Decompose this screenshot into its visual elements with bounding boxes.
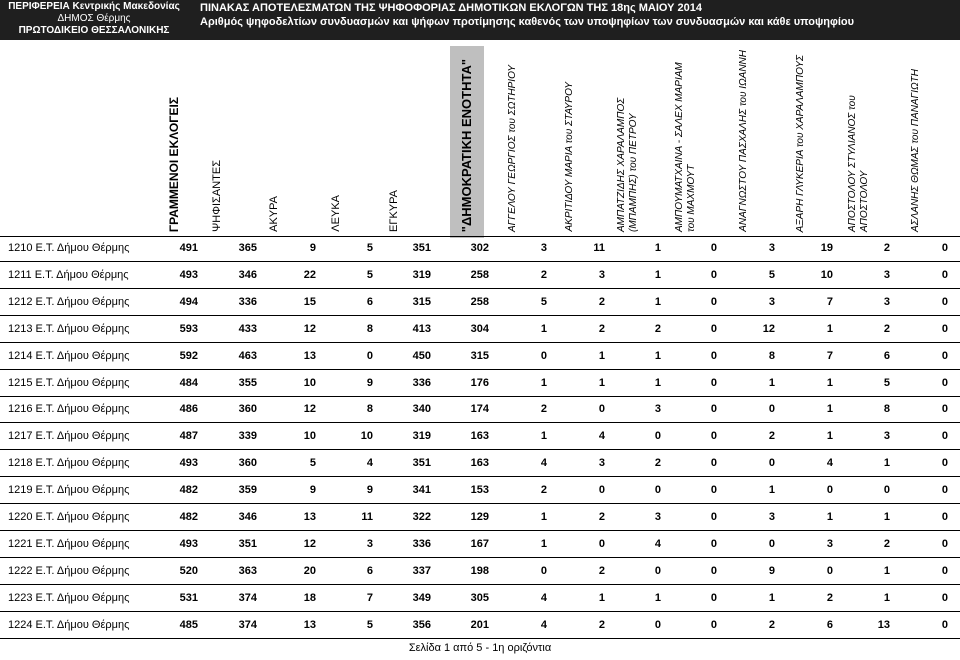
table-cell: 11 <box>593 242 605 254</box>
table-cell: 486 <box>179 403 198 416</box>
table-cell: 2 <box>883 322 890 335</box>
table-cell: 7 <box>826 295 833 308</box>
court-label: ΠΡΩΤΟΔΙΚΕΙΟ ΘΕΣΣΑΛΟΝΙΚΗΣ <box>18 25 170 36</box>
table-cell: 0 <box>710 511 717 523</box>
table-cell: 374 <box>238 618 257 631</box>
table-cell: 2 <box>540 484 547 497</box>
column-header <box>604 46 652 238</box>
table-cell: 1 <box>768 376 775 389</box>
table-cell: 2 <box>654 457 661 470</box>
table-cell: 351 <box>238 537 257 550</box>
row-divider <box>0 530 960 531</box>
table-cell: 0 <box>710 376 717 389</box>
table-cell: 360 <box>238 457 257 470</box>
table-cell: 198 <box>470 564 489 577</box>
table-cell: 0 <box>710 484 717 497</box>
table-cell: 341 <box>412 484 431 497</box>
polling-station-name: 1220 Ε.Τ. Δήμου Θέρμης <box>8 511 130 523</box>
table-cell: 258 <box>470 268 489 281</box>
table-cell: 305 <box>470 591 489 604</box>
table-cell: 2 <box>654 322 661 335</box>
table-cell: 336 <box>412 376 431 389</box>
table-cell: 0 <box>654 484 661 497</box>
report-subtitle: Αριθμός ψηφοδελτίων συνδυασμών και ψήφων προτίμησης καθενός των υποψηφίων των συνδυασμών και κάθε υποψηφίου <box>200 16 855 28</box>
column-header-label: "ΔΗΜΟΚΡΑΤΙΚΗ ΕΝΟΤΗΤΑ" <box>459 58 474 232</box>
table-row <box>0 377 960 391</box>
table-cell: 3 <box>366 537 373 550</box>
table-cell: 365 <box>238 242 257 254</box>
table-cell: 1 <box>598 591 605 604</box>
column-header-label: ΑΞΑΡΗ ΓΛΥΚΕΡΙΑ του ΧΑΡΑΛΑΜΠΟΥΣ <box>795 54 806 232</box>
table-cell: 8 <box>366 322 373 335</box>
table-cell: 2 <box>883 537 890 550</box>
row-divider <box>0 422 960 423</box>
issuer-block <box>8 0 180 37</box>
table-cell: 319 <box>412 268 431 281</box>
table-cell: 360 <box>238 403 257 416</box>
table-cell: 0 <box>941 322 948 335</box>
column-header <box>254 46 294 238</box>
table-cell: 0 <box>598 537 605 550</box>
table-cell: 349 <box>412 591 431 604</box>
column-header-label: ΛΕΥΚΑ <box>330 195 342 232</box>
table-row <box>0 242 960 256</box>
column-header <box>546 46 594 238</box>
polling-station-name: 1210 Ε.Τ. Δήμου Θέρμης <box>8 242 130 254</box>
table-cell: 7 <box>826 349 833 362</box>
table-cell: 493 <box>179 457 198 470</box>
table-cell: 22 <box>303 268 316 281</box>
column-header <box>450 46 484 238</box>
table-cell: 5 <box>540 295 547 308</box>
table-cell: 6 <box>826 618 833 631</box>
column-header <box>892 46 940 238</box>
table-cell: 3 <box>883 295 890 308</box>
report-header <box>0 0 960 40</box>
table-cell: 3 <box>768 295 775 308</box>
page-indicator: Σελίδα 1 από 5 - 1η οριζόντια <box>408 642 552 654</box>
table-cell: 3 <box>540 242 547 254</box>
table-cell: 359 <box>238 484 257 497</box>
table-cell: 0 <box>654 430 661 443</box>
table-cell: 0 <box>598 484 605 497</box>
table-cell: 593 <box>179 322 198 335</box>
table-cell: 0 <box>941 537 948 550</box>
table-cell: 0 <box>710 618 717 631</box>
table-cell: 2 <box>540 268 547 281</box>
table-cell: 0 <box>941 457 948 470</box>
row-divider <box>0 584 960 585</box>
table-cell: 0 <box>710 457 717 470</box>
column-header <box>720 46 768 238</box>
row-divider <box>0 236 960 237</box>
table-row <box>0 403 960 417</box>
column-header-label: ΑΣΛΑΝΗΣ ΘΩΜΑΣ του ΠΑΝΑΓΙΩΤΗ <box>910 68 921 232</box>
table-cell: 5 <box>366 268 373 281</box>
table-cell: 1 <box>768 591 775 604</box>
table-cell: 12 <box>303 537 316 550</box>
table-cell: 2 <box>768 618 775 631</box>
table-cell: 1 <box>826 511 833 523</box>
column-header-label: ΕΓΚΥΡΑ <box>388 190 400 232</box>
table-cell: 0 <box>540 349 547 362</box>
table-cell: 4 <box>826 457 833 470</box>
table-cell: 2 <box>883 242 890 254</box>
table-cell: 2 <box>768 430 775 443</box>
column-header-label: ΑΓΓΕΛΟΥ ΓΕΩΡΓΙΟΣ του ΣΩΤΗΡΙΟΥ <box>507 65 518 232</box>
table-cell: 0 <box>941 564 948 577</box>
row-divider <box>0 396 960 397</box>
table-cell: 0 <box>941 349 948 362</box>
column-header <box>197 46 237 238</box>
table-cell: 1 <box>654 268 661 281</box>
table-cell: 3 <box>654 511 661 523</box>
table-cell: 413 <box>412 322 431 335</box>
table-cell: 0 <box>710 295 717 308</box>
table-cell: 20 <box>303 564 316 577</box>
table-cell: 592 <box>179 349 198 362</box>
region-label: ΠΕΡΙΦΕΡΕΙΑ Κεντρικής Μακεδονίας <box>8 1 180 12</box>
table-row <box>0 565 960 579</box>
table-cell: 1 <box>654 242 661 254</box>
row-divider <box>0 557 960 558</box>
table-cell: 531 <box>179 591 198 604</box>
table-cell: 1 <box>883 564 890 577</box>
table-cell: 0 <box>941 618 948 631</box>
table-cell: 201 <box>470 618 489 631</box>
polling-station-name: 1216 Ε.Τ. Δήμου Θέρμης <box>8 403 130 416</box>
table-cell: 0 <box>941 242 948 254</box>
table-cell: 356 <box>412 618 431 631</box>
table-cell: 0 <box>883 484 890 497</box>
table-cell: 1 <box>598 349 605 362</box>
table-row <box>0 619 960 633</box>
table-cell: 0 <box>710 322 717 335</box>
table-cell: 315 <box>470 349 489 362</box>
column-header <box>374 46 414 238</box>
table-cell: 9 <box>309 242 316 254</box>
table-cell: 3 <box>883 268 890 281</box>
table-cell: 0 <box>941 430 948 443</box>
table-cell: 176 <box>470 376 489 389</box>
table-row <box>0 484 960 498</box>
table-cell: 167 <box>470 537 489 550</box>
table-cell: 8 <box>768 349 775 362</box>
table-cell: 8 <box>883 403 890 416</box>
column-header-label: ΑΜΠΟΥΜΑΤΧΑΙΝΑ - ΣΑΛΕΧ ΜΑΡΙΑΜ του ΜΑΧΜΟΥΤ <box>674 62 697 232</box>
polling-station-name: 1223 Ε.Τ. Δήμου Θέρμης <box>8 591 130 604</box>
table-cell: 491 <box>179 242 198 254</box>
column-header-label: ΓΡΑΜΜΕΝΟΙ ΕΚΛΟΓΕΙΣ <box>167 96 181 232</box>
table-cell: 3 <box>768 242 775 254</box>
table-cell: 4 <box>540 457 547 470</box>
table-cell: 5 <box>366 242 373 254</box>
table-cell: 0 <box>710 242 717 254</box>
table-cell: 487 <box>179 430 198 443</box>
table-row <box>0 592 960 606</box>
row-divider <box>0 315 960 316</box>
table-cell: 10 <box>360 430 373 443</box>
table-cell: 10 <box>303 430 316 443</box>
table-cell: 3 <box>768 511 775 523</box>
table-cell: 0 <box>941 403 948 416</box>
table-cell: 336 <box>412 537 431 550</box>
table-cell: 2 <box>826 591 833 604</box>
table-row <box>0 457 960 471</box>
table-cell: 493 <box>179 268 198 281</box>
row-divider <box>0 261 960 262</box>
polling-station-name: 1213 Ε.Τ. Δήμου Θέρμης <box>8 322 130 335</box>
table-cell: 1 <box>826 322 833 335</box>
table-cell: 322 <box>412 511 431 523</box>
table-row <box>0 269 960 283</box>
table-cell: 0 <box>710 564 717 577</box>
table-row <box>0 296 960 310</box>
table-cell: 1 <box>768 484 775 497</box>
column-header <box>154 46 194 238</box>
table-cell: 3 <box>598 268 605 281</box>
table-cell: 5 <box>883 376 890 389</box>
table-cell: 9 <box>768 564 775 577</box>
row-divider <box>0 503 960 504</box>
table-cell: 4 <box>540 618 547 631</box>
table-cell: 13 <box>303 511 316 523</box>
table-cell: 0 <box>941 591 948 604</box>
table-cell: 340 <box>412 403 431 416</box>
table-cell: 0 <box>941 376 948 389</box>
table-cell: 0 <box>941 484 948 497</box>
table-cell: 0 <box>710 349 717 362</box>
column-header <box>662 46 710 238</box>
table-cell: 5 <box>366 618 373 631</box>
table-cell: 1 <box>883 457 890 470</box>
table-cell: 0 <box>710 591 717 604</box>
table-cell: 9 <box>366 376 373 389</box>
table-cell: 1 <box>826 376 833 389</box>
table-cell: 13 <box>303 618 316 631</box>
table-cell: 0 <box>826 484 833 497</box>
table-cell: 0 <box>941 268 948 281</box>
table-cell: 1 <box>540 537 547 550</box>
table-cell: 346 <box>238 268 257 281</box>
table-cell: 0 <box>710 537 717 550</box>
table-cell: 2 <box>540 403 547 416</box>
table-cell: 9 <box>366 484 373 497</box>
table-cell: 2 <box>598 564 605 577</box>
table-cell: 2 <box>598 511 605 523</box>
table-cell: 7 <box>366 591 373 604</box>
table-cell: 463 <box>238 349 257 362</box>
table-cell: 351 <box>412 242 431 254</box>
table-cell: 5 <box>309 457 316 470</box>
table-cell: 4 <box>366 457 373 470</box>
table-cell: 484 <box>179 376 198 389</box>
table-cell: 0 <box>826 564 833 577</box>
table-cell: 1 <box>654 349 661 362</box>
table-cell: 174 <box>470 403 489 416</box>
table-cell: 1 <box>654 295 661 308</box>
polling-station-name: 1222 Ε.Τ. Δήμου Θέρμης <box>8 564 130 577</box>
table-cell: 15 <box>303 295 316 308</box>
table-cell: 11 <box>361 511 373 523</box>
table-cell: 346 <box>238 511 257 523</box>
row-divider <box>0 369 960 370</box>
column-header <box>835 46 883 238</box>
column-header-label: ΑΝΑΓΝΩΣΤΟΥ ΠΑΣΧΑΛΗΣ του ΙΩΑΝΝΗ <box>738 50 749 232</box>
polling-station-name: 1218 Ε.Τ. Δήμου Θέρμης <box>8 457 130 470</box>
table-cell: 6 <box>883 349 890 362</box>
row-divider <box>0 476 960 477</box>
table-cell: 1 <box>540 376 547 389</box>
column-header <box>316 46 356 238</box>
table-cell: 0 <box>654 564 661 577</box>
table-cell: 2 <box>598 322 605 335</box>
table-cell: 1 <box>540 322 547 335</box>
table-cell: 9 <box>309 484 316 497</box>
municipality-label: ΔΗΜΟΣ Θέρμης <box>57 13 131 24</box>
table-cell: 3 <box>883 430 890 443</box>
table-row <box>0 323 960 337</box>
table-cell: 13 <box>877 618 890 631</box>
table-cell: 339 <box>238 430 257 443</box>
table-cell: 0 <box>710 268 717 281</box>
table-cell: 0 <box>768 537 775 550</box>
table-cell: 494 <box>179 295 198 308</box>
polling-station-name: 1217 Ε.Τ. Δήμου Θέρμης <box>8 430 130 443</box>
table-cell: 0 <box>710 430 717 443</box>
table-cell: 163 <box>470 457 489 470</box>
table-cell: 336 <box>238 295 257 308</box>
table-cell: 355 <box>238 376 257 389</box>
table-cell: 2 <box>598 618 605 631</box>
report-title: ΠΙΝΑΚΑΣ ΑΠΟΤΕΛΕΣΜΑΤΩΝ ΤΗΣ ΨΗΦΟΦΟΡΙΑΣ ΔΗΜΟΤΙΚΩΝ ΕΚΛΟΓΩΝ ΤΗΣ 18ης ΜΑΙΟΥ 2014 <box>200 2 702 14</box>
table-cell: 1 <box>598 376 605 389</box>
table-cell: 2 <box>598 295 605 308</box>
table-cell: 0 <box>710 403 717 416</box>
table-cell: 520 <box>179 564 198 577</box>
table-cell: 3 <box>654 403 661 416</box>
table-cell: 482 <box>179 484 198 497</box>
table-cell: 153 <box>470 484 489 497</box>
column-header-label: ΑΠΟΣΤΟΛΟΥ ΣΤΥΛΙΑΝΟΣ του ΑΠΟΣΤΟΛΟΥ <box>847 95 870 232</box>
row-divider <box>0 611 960 612</box>
table-cell: 4 <box>540 591 547 604</box>
polling-station-name: 1219 Ε.Τ. Δήμου Θέρμης <box>8 484 130 497</box>
table-cell: 0 <box>654 618 661 631</box>
table-cell: 450 <box>412 349 431 362</box>
table-cell: 319 <box>412 430 431 443</box>
table-cell: 4 <box>598 430 605 443</box>
table-cell: 493 <box>179 537 198 550</box>
table-cell: 0 <box>768 403 775 416</box>
table-cell: 302 <box>470 242 489 254</box>
table-cell: 482 <box>179 511 198 523</box>
table-cell: 315 <box>412 295 431 308</box>
table-cell: 3 <box>826 537 833 550</box>
table-cell: 10 <box>820 268 833 281</box>
table-cell: 1 <box>540 511 547 523</box>
table-cell: 374 <box>238 591 257 604</box>
polling-station-name: 1212 Ε.Τ. Δήμου Θέρμης <box>8 295 130 308</box>
table-cell: 1 <box>883 511 890 523</box>
table-cell: 0 <box>941 511 948 523</box>
column-header-label: ΑΚΥΡΑ <box>268 196 280 232</box>
table-cell: 1 <box>540 430 547 443</box>
table-cell: 351 <box>412 457 431 470</box>
table-cell: 337 <box>412 564 431 577</box>
row-divider <box>0 638 960 639</box>
column-header-label: ΑΜΠΑΤΖΙΔΗΣ ΧΑΡΑΛΑΜΠΟΣ (ΜΠΑΜΠΗΣ) του ΠΕΤΡΟΥ <box>616 97 639 232</box>
table-cell: 363 <box>238 564 257 577</box>
column-header <box>489 46 537 238</box>
table-cell: 4 <box>654 537 661 550</box>
table-cell: 1 <box>654 591 661 604</box>
table-cell: 6 <box>366 295 373 308</box>
table-cell: 1 <box>826 403 833 416</box>
table-cell: 0 <box>366 349 373 362</box>
table-cell: 258 <box>470 295 489 308</box>
table-row <box>0 538 960 552</box>
table-cell: 0 <box>540 564 547 577</box>
row-divider <box>0 288 960 289</box>
polling-station-name: 1214 Ε.Τ. Δήμου Θέρμης <box>8 349 130 362</box>
table-cell: 12 <box>303 322 316 335</box>
polling-station-name: 1215 Ε.Τ. Δήμου Θέρμης <box>8 376 130 389</box>
table-cell: 10 <box>303 376 316 389</box>
table-cell: 1 <box>826 430 833 443</box>
table-cell: 485 <box>179 618 198 631</box>
table-cell: 5 <box>768 268 775 281</box>
table-cell: 0 <box>768 457 775 470</box>
row-divider <box>0 449 960 450</box>
table-cell: 163 <box>470 430 489 443</box>
table-row <box>0 350 960 364</box>
table-row <box>0 430 960 444</box>
table-cell: 12 <box>762 322 775 335</box>
table-cell: 0 <box>941 295 948 308</box>
table-cell: 0 <box>598 403 605 416</box>
column-header-label: ΨΗΦΙΣΑΝΤΕΣ <box>211 160 223 232</box>
table-cell: 12 <box>303 403 316 416</box>
table-cell: 1 <box>654 376 661 389</box>
polling-station-name: 1211 Ε.Τ. Δήμου Θέρμης <box>8 268 129 281</box>
table-cell: 129 <box>470 511 489 523</box>
polling-station-name: 1221 Ε.Τ. Δήμου Θέρμης <box>8 537 130 550</box>
column-header-label: ΑΚΡΙΤΙΔΟΥ ΜΑΡΙΑ του ΣΤΑΥΡΟΥ <box>564 82 575 232</box>
table-cell: 433 <box>238 322 257 335</box>
table-cell: 304 <box>470 322 489 335</box>
table-cell: 18 <box>303 591 316 604</box>
table-cell: 3 <box>598 457 605 470</box>
column-header <box>777 46 825 238</box>
table-cell: 13 <box>303 349 316 362</box>
row-divider <box>0 342 960 343</box>
table-cell: 6 <box>366 564 373 577</box>
table-cell: 19 <box>820 242 833 254</box>
polling-station-name: 1224 Ε.Τ. Δήμου Θέρμης <box>8 618 130 631</box>
table-cell: 1 <box>883 591 890 604</box>
table-cell: 8 <box>366 403 373 416</box>
table-row <box>0 511 960 525</box>
